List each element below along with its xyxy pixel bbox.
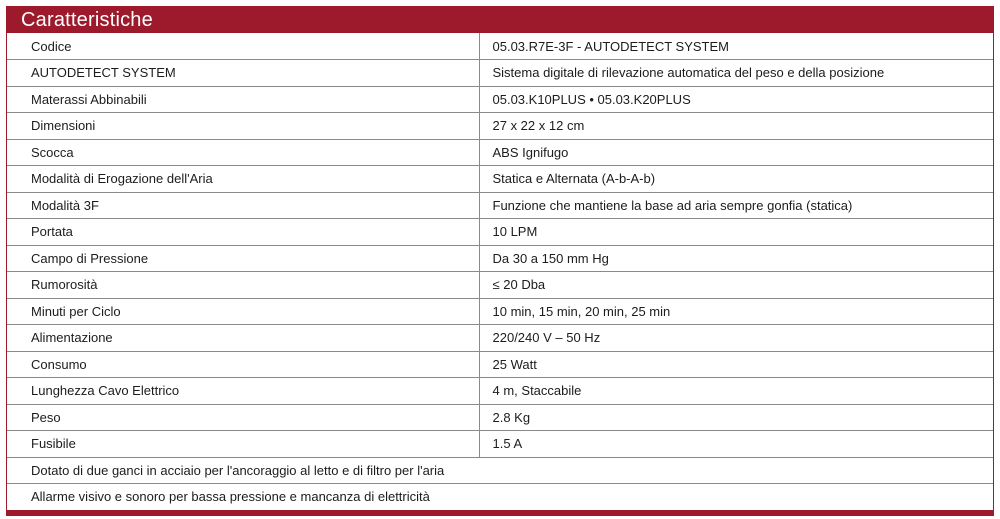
- spec-row: [7, 272, 993, 299]
- spec-label: Modalità di Erogazione dell'Aria: [7, 166, 479, 193]
- note-row: [7, 457, 993, 484]
- spec-row: [7, 404, 993, 431]
- spec-value: Da 30 a 150 mm Hg: [479, 245, 993, 272]
- section-title: Caratteristiche: [7, 7, 993, 33]
- spec-value: Statica e Alternata (A-b-A-b): [479, 166, 993, 193]
- spec-label: Lunghezza Cavo Elettrico: [7, 378, 479, 405]
- spec-label: Alimentazione: [7, 325, 479, 352]
- spec-value: ABS Ignifugo: [479, 139, 993, 166]
- specifications-body: [7, 33, 993, 510]
- spec-value: 27 x 22 x 12 cm: [479, 113, 993, 140]
- spec-value: 4 m, Staccabile: [479, 378, 993, 405]
- spec-row: [7, 139, 993, 166]
- spec-row: [7, 166, 993, 193]
- spec-row: [7, 351, 993, 378]
- spec-label: Campo di Pressione: [7, 245, 479, 272]
- spec-row: [7, 113, 993, 140]
- spec-label: Codice: [7, 33, 479, 60]
- spec-value: Sistema digitale di rilevazione automatica del peso e della posizione: [479, 60, 993, 87]
- spec-label: Dimensioni: [7, 113, 479, 140]
- spec-label: Materassi Abbinabili: [7, 86, 479, 113]
- spec-row: [7, 33, 993, 60]
- spec-label: Peso: [7, 404, 479, 431]
- spec-value: 10 LPM: [479, 219, 993, 246]
- spec-row: [7, 219, 993, 246]
- spec-value: ≤ 20 Dba: [479, 272, 993, 299]
- spec-label: Scocca: [7, 139, 479, 166]
- spec-row: [7, 325, 993, 352]
- spec-value: 05.03.R7E-3F - AUTODETECT SYSTEM: [479, 33, 993, 60]
- spec-row: [7, 245, 993, 272]
- spec-label: Portata: [7, 219, 479, 246]
- spec-value: 10 min, 15 min, 20 min, 25 min: [479, 298, 993, 325]
- spec-value: 05.03.K10PLUS • 05.03.K20PLUS: [479, 86, 993, 113]
- note-row: [7, 484, 993, 511]
- spec-label: Minuti per Ciclo: [7, 298, 479, 325]
- spec-row: [7, 298, 993, 325]
- note-text: Dotato di due ganci in acciaio per l'ancoraggio al letto e di filtro per l'aria: [7, 457, 993, 484]
- spec-value: 1.5 A: [479, 431, 993, 458]
- spec-row: [7, 192, 993, 219]
- spec-label: Fusibile: [7, 431, 479, 458]
- spec-label: Rumorosità: [7, 272, 479, 299]
- spec-label: Consumo: [7, 351, 479, 378]
- specifications-card: [6, 6, 994, 516]
- spec-value: Funzione che mantiene la base ad aria sempre gonfia (statica): [479, 192, 993, 219]
- note-text: Allarme visivo e sonoro per bassa pressione e mancanza di elettricità: [7, 484, 993, 511]
- spec-row: [7, 378, 993, 405]
- spec-label: AUTODETECT SYSTEM: [7, 60, 479, 87]
- spec-row: [7, 86, 993, 113]
- spec-value: 220/240 V – 50 Hz: [479, 325, 993, 352]
- spec-row: [7, 431, 993, 458]
- footer-accent-bar: [7, 510, 993, 515]
- specifications-table: [7, 33, 993, 511]
- spec-value: 2.8 Kg: [479, 404, 993, 431]
- spec-value: 25 Watt: [479, 351, 993, 378]
- spec-row: [7, 60, 993, 87]
- spec-label: Modalità 3F: [7, 192, 479, 219]
